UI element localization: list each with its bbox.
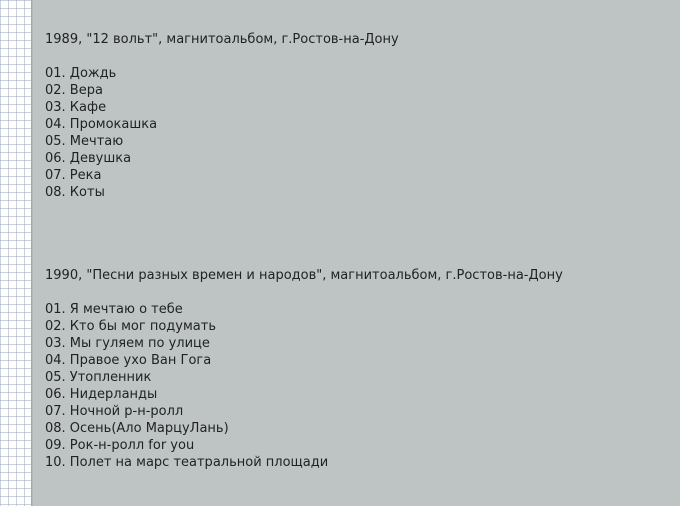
track-item: 08. Осень(Ало МарцуЛань) xyxy=(45,421,229,436)
track-item: 10. Полет на марс театральной площади xyxy=(45,455,329,470)
track-item: 04. Правое ухо Ван Гога xyxy=(45,353,212,368)
track-item: 02. Кто бы мог подумать xyxy=(45,319,216,334)
track-item: 04. Промокашка xyxy=(45,117,158,132)
discography-content xyxy=(45,31,680,471)
margin-divider xyxy=(31,0,34,506)
track-item: 05. Мечтаю xyxy=(45,134,124,149)
tracklist xyxy=(45,301,680,471)
track-item: 01. Дождь xyxy=(45,66,117,81)
track-item: 06. Девушка xyxy=(45,151,132,166)
track-item: 07. Река xyxy=(45,168,102,183)
tracklist xyxy=(45,65,680,201)
album-1990 xyxy=(45,267,680,471)
track-item: 02. Вера xyxy=(45,83,103,98)
track-item: 05. Утопленник xyxy=(45,370,152,385)
album-title: 1990, "Песни разных времен и народов", магнитоальбом, г.Ростов-на-Дону xyxy=(45,268,563,283)
notebook-grid-margin xyxy=(0,0,31,506)
track-item: 06. Нидерланды xyxy=(45,387,158,402)
track-item: 09. Рок-н-ролл for you xyxy=(45,438,195,453)
track-item: 07. Ночной р-н-ролл xyxy=(45,404,184,419)
track-item: 01. Я мечтаю о тебе xyxy=(45,302,183,317)
track-item: 03. Мы гуляем по улице xyxy=(45,336,210,351)
track-item: 03. Кафе xyxy=(45,100,107,115)
album-title: 1989, "12 вольт", магнитоальбом, г.Ростов-на-Дону xyxy=(45,32,399,47)
album-1989 xyxy=(45,31,680,201)
track-item: 08. Коты xyxy=(45,185,105,200)
